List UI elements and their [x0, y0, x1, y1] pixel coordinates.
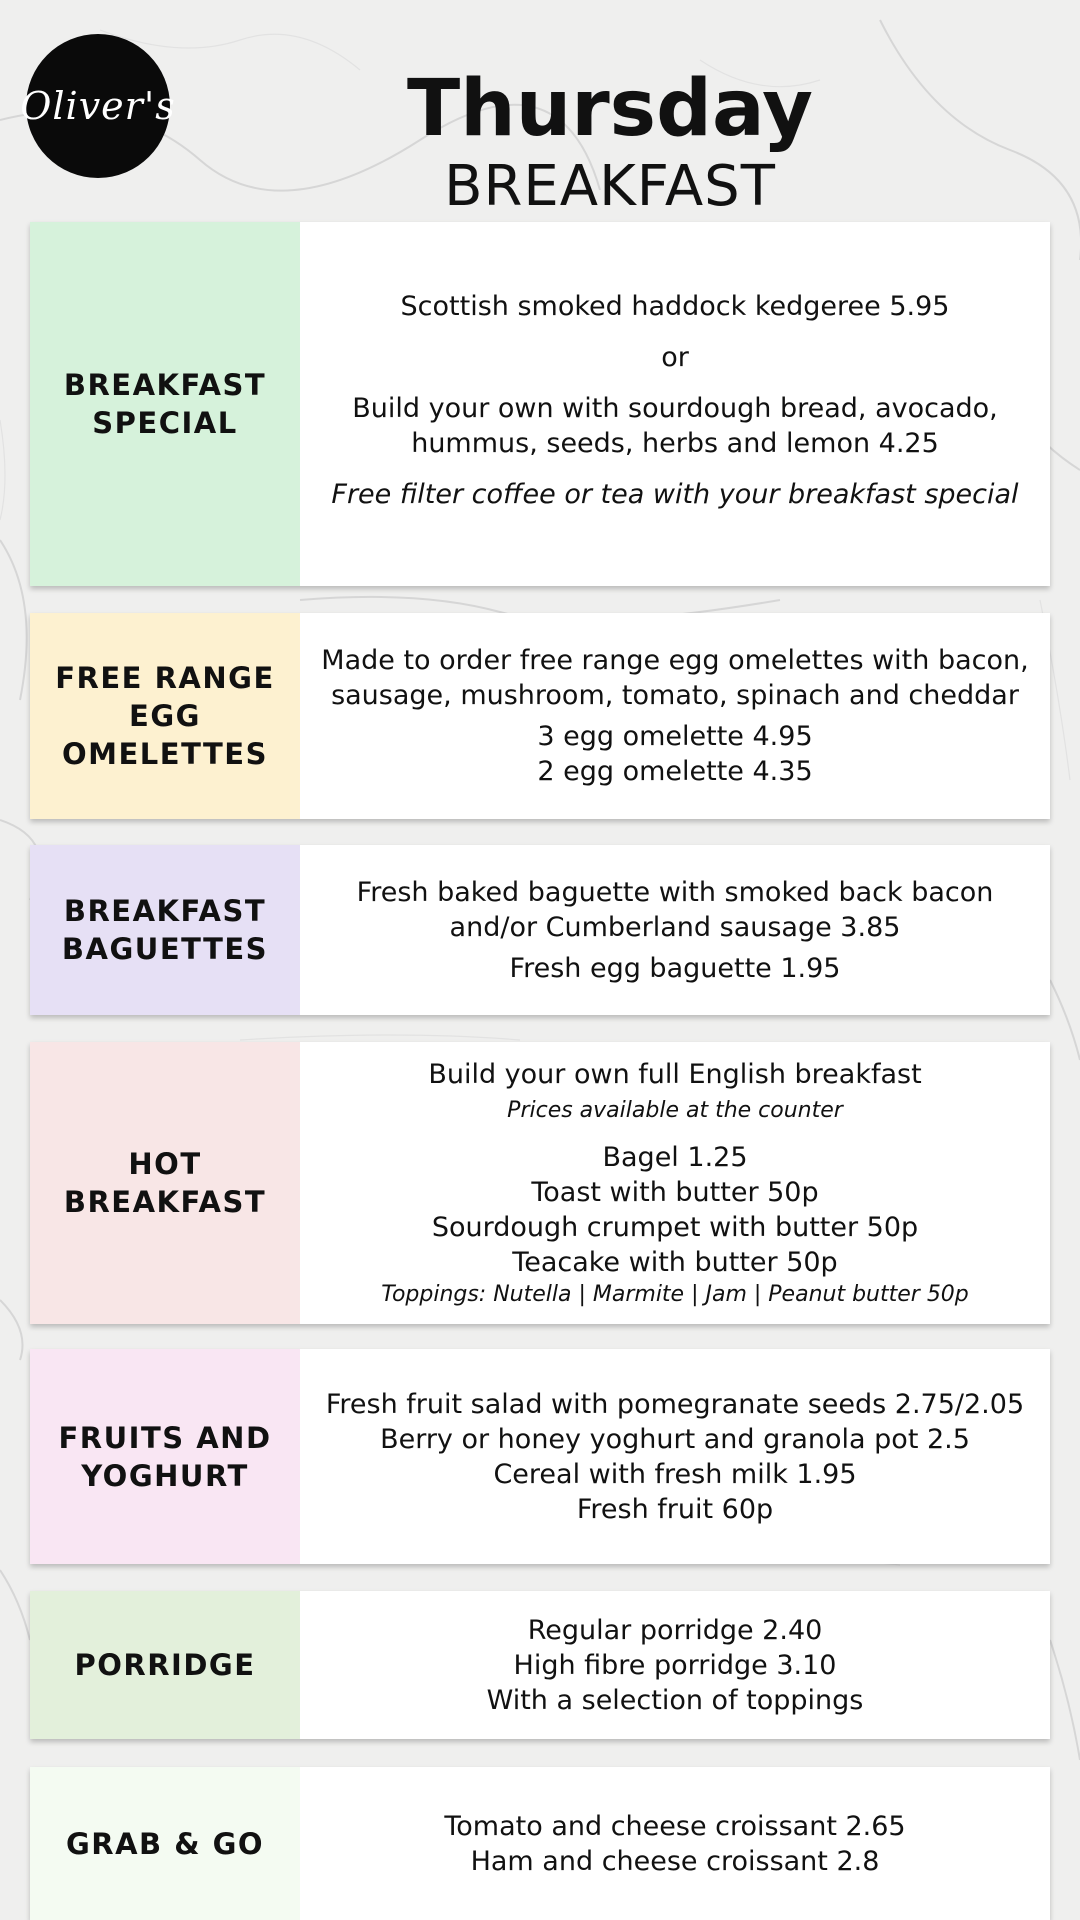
menu-item: Teacake with butter 50p — [512, 1246, 838, 1278]
section-body-baguettes — [300, 845, 1050, 1015]
logo-text: Oliver's — [20, 84, 176, 128]
menu-item: Ham and cheese croissant 2.8 — [470, 1845, 880, 1877]
section-body-hot-breakfast — [300, 1042, 1050, 1324]
section-body-grab-and-go — [300, 1767, 1050, 1920]
menu-item: Build your own with sourdough bread, avocado, hummus, seeds, herbs and lemon 4.25 — [352, 392, 998, 459]
meal-title: BREAKFAST — [444, 154, 776, 219]
section-omelettes — [30, 613, 1050, 819]
menu-divider-text: or — [661, 341, 689, 373]
section-label-omelettes: FREE RANGE EGG OMELETTES — [30, 613, 300, 819]
menu-note: Free filter coffee or tea with your breakfast special — [331, 478, 1019, 510]
section-label-breakfast-special: BREAKFAST SPECIAL — [30, 222, 300, 586]
section-label-grab-and-go: GRAB & GO — [30, 1767, 300, 1920]
day-title: Thursday — [406, 64, 814, 154]
section-body-breakfast-special — [300, 222, 1050, 586]
section-label-hot-breakfast: HOT BREAKFAST — [30, 1042, 300, 1324]
menu-item: 2 egg omelette 4.35 — [537, 756, 813, 787]
menu-item: Bagel 1.25 — [602, 1141, 748, 1173]
section-breakfast-special — [30, 222, 1050, 586]
menu-item: With a selection of toppings — [486, 1684, 864, 1716]
menu-item: 3 egg omelette 4.95 — [537, 721, 813, 752]
section-hot-breakfast — [30, 1042, 1050, 1324]
menu-item: Fresh fruit salad with pomegranate seeds 2.75/2.05 — [325, 1388, 1025, 1420]
menu-item: Toast with butter 50p — [531, 1176, 819, 1208]
section-fruits-yoghurt — [30, 1349, 1050, 1564]
menu-note: Toppings: Nutella | Marmite | Jam | Peanut butter 50p — [381, 1281, 969, 1307]
oliver-s-logo — [20, 34, 176, 178]
menu-item: Fresh egg baguette 1.95 — [509, 952, 841, 984]
menu-item: Scottish smoked haddock kedgeree 5.95 — [400, 290, 950, 322]
menu-header — [200, 64, 1020, 220]
section-label-fruits-yoghurt: FRUITS AND YOGHURT — [30, 1349, 300, 1564]
menu-item: Sourdough crumpet with butter 50p — [431, 1211, 919, 1243]
menu-item: Regular porridge 2.40 — [527, 1614, 823, 1646]
section-body-porridge — [300, 1591, 1050, 1739]
section-body-fruits-yoghurt — [300, 1349, 1050, 1564]
menu-item: High fibre porridge 3.10 — [513, 1649, 837, 1681]
menu-note: Prices available at the counter — [507, 1097, 843, 1123]
menu-item: Fresh fruit 60p — [576, 1493, 774, 1525]
section-label-baguettes: BREAKFAST BAGUETTES — [30, 845, 300, 1015]
section-porridge — [30, 1591, 1050, 1739]
menu-item: Cereal with fresh milk 1.95 — [493, 1458, 857, 1490]
menu-item: Berry or honey yoghurt and granola pot 2.5 — [380, 1423, 970, 1455]
menu-item: Fresh baked baguette with smoked back bacon and/or Cumberland sausage 3.85 — [356, 876, 994, 943]
menu-item: Build your own full English breakfast — [428, 1058, 922, 1090]
section-label-porridge: PORRIDGE — [30, 1591, 300, 1739]
menu-item: Tomato and cheese croissant 2.65 — [444, 1810, 906, 1842]
section-baguettes — [30, 845, 1050, 1015]
menu-item: Made to order free range egg omelettes with bacon, sausage, mushroom, tomato, spinach and cheddar — [321, 645, 1029, 711]
section-grab-and-go — [30, 1767, 1050, 1920]
section-body-omelettes — [300, 613, 1050, 819]
